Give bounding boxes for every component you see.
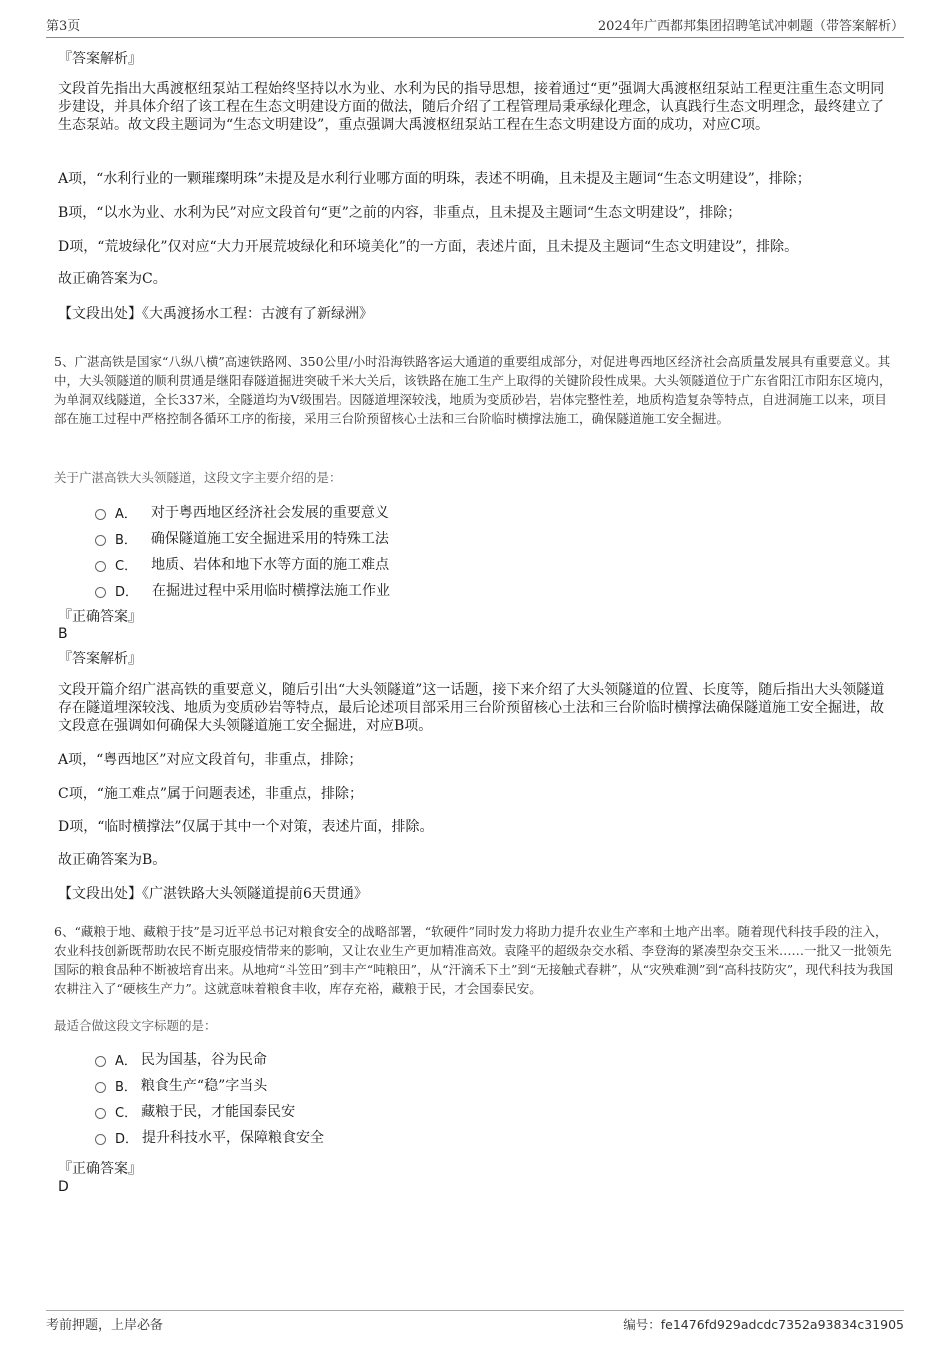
q5-option-c[interactable] [95,554,389,574]
option-text: 藏粮于民，才能国泰民安 [141,1104,296,1120]
q6-option-d[interactable] [95,1127,324,1147]
page-footer [46,1310,904,1333]
q4-analysis-label: 『答案解析』 [58,51,142,67]
option-letter: D． [115,584,139,600]
page-header [46,14,904,38]
option-letter: D． [115,1131,139,1147]
q5-option-a[interactable] [95,502,389,522]
q5-option-b[interactable] [95,528,389,548]
q5-item-a: A项，“粤西地区”对应文段首句，非重点，排除； [58,752,363,768]
option-letter: A． [115,506,137,522]
q5-conclusion: 故正确答案为B。 [58,852,167,868]
q5-analysis-label: 『答案解析』 [58,651,142,667]
q5-analysis-text: 文段开篇介绍广湛高铁的重要意义，随后引出“大头领隧道”这一话题，接下来介绍了大头领隧道的位置、长度等，随后指出大头领隧道存在隧道埋深较浅、地质为变质砂岩等特点，最后论述项目部采用三台阶预留核心土法和三台阶临时横撑法确保隧道施工安全掘进，故文段意在强调如何确保大头领隧道施工安全掘进，对应B项。 [58,682,885,734]
q5-answer: B [58,626,68,642]
q4-item-b: B项，“以水为业、水利为民”对应文段首句“更”之前的内容，非重点，且未提及主题词“生态文明建设”，排除； [58,205,742,221]
q4-conclusion: 故正确答案为C。 [58,271,167,287]
option-text: 对于粤西地区经济社会发展的重要意义 [150,505,389,521]
option-text: 民为国基，谷为民命 [140,1052,267,1068]
option-text: 确保隧道施工安全掘进采用的特殊工法 [150,531,389,547]
option-text: 粮食生产“稳”字当头 [140,1078,268,1094]
radio-icon[interactable] [95,1108,106,1119]
document-code: 编号：fe1476fd929adcdc7352a93834c31905 [623,1317,904,1332]
option-letter: C． [115,558,138,574]
footer-slogan: 考前押题，上岸必备 [46,1318,164,1333]
option-letter: B． [115,1079,137,1095]
radio-icon[interactable] [95,1082,106,1093]
q5-source: 【文段出处】《广湛铁路大头领隧道提前6天贯通》 [58,886,368,902]
q6-stem: 6、“藏粮于地、藏粮于技”是习近平总书记对粮食安全的战略部署，“软硬件”同时发力将助力提升农业生产率和土地产出率。随着现代科技手段的注入，农业科技创新既帮助农民不断克服疫情带来的影响，又让农业生产更加精准高效。袁隆平的超级杂交水稻、李登海的紧凑型杂交玉米……一批又一批领先国际的粮食品种不断被培育出来。从地疴“斗笠田”到丰产“吨粮田”，从“汗滴禾下土”到“无接触式春耕”，从“灾殃难测”到“高科技防灾”，现代科技为我国农耕注入了“硬核生产力”。这就意味着粮食丰收，库存充裕，藏粮于民，才会国泰民安。 [54,924,894,996]
q5-item-d: D项，“临时横撑法”仅属于其中一个对策，表述片面，排除。 [58,819,434,835]
option-letter: B． [115,532,137,548]
radio-icon[interactable] [95,509,106,520]
option-text: 地质、岩体和地下水等方面的施工难点 [151,557,390,573]
option-letter: A． [115,1053,137,1069]
q6-answer: D [58,1179,69,1195]
q4-item-d: D项，“荒坡绿化”仅对应“大力开展荒坡绿化和环境美化”的一方面，表述片面，且未提及主题词“生态文明建设”，排除。 [58,239,799,255]
option-text: 在掘进过程中采用临时横撑法施工作业 [152,583,391,599]
radio-icon[interactable] [95,1134,106,1145]
q6-option-a[interactable] [95,1049,267,1069]
q6-answer-label: 『正确答案』 [58,1161,142,1177]
option-text: 提升科技水平，保障粮食安全 [142,1130,325,1146]
q5-prompt: 关于广湛高铁大头领隧道，这段文字主要介绍的是： [54,470,342,485]
q4-source: 【文段出处】《大禹渡扬水工程：古渡有了新绿洲》 [58,306,373,322]
q6-option-c[interactable] [95,1101,295,1121]
q4-item-a: A项，“水利行业的一颗璀璨明珠”未提及是水利行业哪方面的明珠，表述不明确，且未提及主题词“生态文明建设”，排除； [58,171,811,187]
radio-icon[interactable] [95,587,106,598]
q5-item-c: C项，“施工难点”属于问题表述，非重点，排除； [58,786,364,802]
q5-option-d[interactable] [95,580,390,600]
q5-answer-label: 『正确答案』 [58,609,142,625]
q5-stem: 5、广湛高铁是国家“八纵八横”高速铁路网、350公里/小时沿海铁路客运大通道的重要组成部分，对促进粤西地区经济社会高质量发展具有重要意义。其中，大头领隧道的顺利贯通是继阳春隧道掘进突破千米大关后，该铁路在施工生产上取得的关键阶段性成果。大头领隧道位于广东省阳江市阳东区境内，为单洞双线隧道，全长337米，全隧道均为V级围岩。因隧道埋深较浅，地质为变质砂岩，岩体完整性差，地质构造复杂等特点，自进洞施工以来，项目部在施工过程中严格控制各循环工序的衔接，采用三台阶预留核心土法和三台阶临时横撑法施工，确保隧道施工安全掘进。 [54,354,892,426]
q4-analysis-text: 文段首先指出大禹渡枢纽泵站工程始终坚持以水为业、水利为民的指导思想，接着通过“更”强调大禹渡枢纽泵站工程更注重生态文明同步建设，并具体介绍了该工程在生态文明建设方面的做法，随后介绍了工程管理局秉承绿化理念，认真践行生态文明理念，最终建立了生态泵站。故文段主题词为“生态文明建设”，重点强调大禹渡枢纽泵站工程在生态文明建设方面的成功，对应C项。 [58,81,885,133]
radio-icon[interactable] [95,1056,106,1067]
document-title: 2024年广西都邦集团招聘笔试冲刺题（带答案解析） [597,19,904,34]
radio-icon[interactable] [95,535,106,546]
option-letter: C． [115,1105,138,1121]
radio-icon[interactable] [95,561,106,572]
q6-prompt: 最适合做这段文字标题的是： [54,1018,217,1033]
page-number: 第3页 [46,19,81,34]
q6-option-b[interactable] [95,1075,267,1095]
